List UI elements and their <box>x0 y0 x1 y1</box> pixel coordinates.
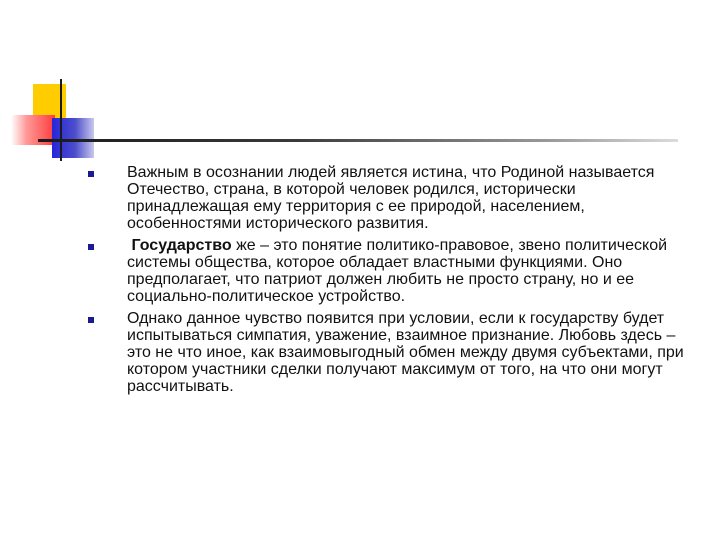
bullet-list <box>88 164 698 395</box>
vertical-divider <box>60 79 62 161</box>
horizontal-divider <box>38 139 678 142</box>
bullet-bold-term: Государство <box>131 237 232 254</box>
bullet-body: же – это понятие политико-правовое, звено политической системы общества, которое обладает властными функциями. Оно предполагает, что патриот должен любить не просто страну, но и ее социально-политическое устройство. <box>127 237 668 305</box>
square-bullet-icon <box>88 317 94 323</box>
blue-accent-square <box>52 118 94 158</box>
list-item <box>88 310 698 395</box>
square-bullet-icon <box>88 244 94 250</box>
bullet-text: Однако данное чувство появится при условии, если к государству будет испытываться симпатия, уважение, взаимное признание. Любовь здесь – это не что иное, как взаимовыгодный обмен между двумя субъектами, при котором участники сделки получают максимум от того, на что они могут рассчитывать. <box>127 310 684 395</box>
bullet-text: Важным в осознании людей является истина, что Родиной называется Отечество, страна, в которой человек родился, исторически принадлежащая ему территория с ее природой, населением, особенностями исторического развития. <box>127 164 655 232</box>
list-item <box>88 164 698 232</box>
bullet-text <box>127 237 698 305</box>
list-item <box>88 237 698 305</box>
square-bullet-icon <box>88 171 94 177</box>
